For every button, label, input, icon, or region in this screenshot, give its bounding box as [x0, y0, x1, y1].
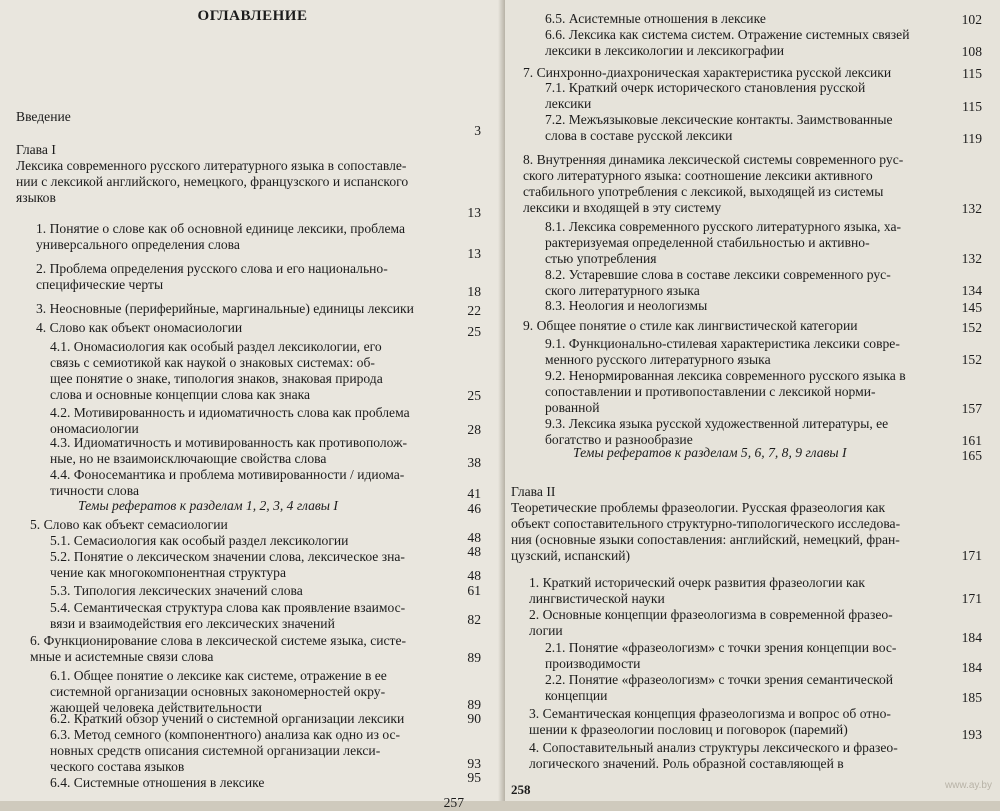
toc-entry: [36, 221, 476, 253]
toc-entry-line: Глава I: [16, 142, 56, 157]
toc-page-number: 89: [467, 697, 481, 712]
toc-entry-line: концепции: [545, 688, 608, 703]
toc-entry: [36, 301, 476, 317]
toc-entry-line: 1. Краткий исторический очерк развития фразеологии как: [529, 575, 866, 590]
toc-entry: [573, 445, 953, 461]
toc-entry: [545, 219, 955, 267]
toc-entry-line: лингвистической науки: [529, 591, 665, 606]
toc-entry-line: 5.2. Понятие о лексическом значении слова, лексическое зна-: [50, 549, 405, 564]
toc-page-number: 185: [961, 690, 982, 705]
toc-entry: [50, 467, 470, 499]
toc-page-number: 132: [961, 251, 982, 266]
toc-entry: [50, 435, 470, 467]
toc-entry-line: специфические черты: [36, 277, 164, 292]
toc-page-number: 90: [467, 711, 481, 726]
toc-entry: [545, 112, 955, 144]
toc-entry-line: 9.2. Ненормированная лексика современного русского языка в: [545, 368, 906, 383]
toc-entry: [50, 600, 470, 632]
toc-page-number: 48: [467, 544, 481, 559]
toc-entry-line: 6. Функционирование слова в лексической системе языка, систе-: [30, 633, 407, 648]
toc-entry-line: цузский, испанский): [511, 548, 631, 563]
toc-entry-line: 5.1. Семасиология как особый раздел лексикологии: [50, 533, 349, 548]
toc-entry-line: рованной: [545, 400, 600, 415]
toc-page-number: 95: [467, 770, 481, 785]
toc-entry-line: ческого состава языков: [50, 759, 185, 774]
toc-entry-line: 8. Внутренняя динамика лексической системы современного рус-: [523, 152, 904, 167]
toc-entry: [36, 261, 476, 293]
toc-entry: [50, 339, 470, 403]
toc-entry-line: производимости: [545, 656, 641, 671]
toc-entry-line: стью употребления: [545, 251, 657, 266]
toc-entry: [30, 517, 470, 533]
toc-entry-line: 7.1. Краткий очерк исторического становления русской: [545, 80, 866, 95]
toc-page-number: 25: [467, 388, 481, 403]
toc-entry-line: ные, но не взаимоисключающие свойства слова: [50, 451, 327, 466]
toc-entry: [523, 65, 943, 81]
toc-entry: [545, 11, 955, 27]
toc-entry-line: универсального определения слова: [36, 237, 240, 252]
toc-page-number: 152: [961, 320, 982, 335]
toc-page-number: 18: [467, 284, 481, 299]
toc-entry-line: 3. Неосновные (периферийные, маргинальные) единицы лексики: [36, 301, 414, 316]
toc-page-number: 157: [961, 401, 982, 416]
toc-page-number: 89: [467, 650, 481, 665]
toc-entry: [545, 640, 955, 672]
toc-entry-line: 2.2. Понятие «фразеологизм» с точки зрения семантической: [545, 672, 894, 687]
toc-entry-line: 4.2. Мотивированность и идиоматичность слова как проблема: [50, 405, 410, 420]
toc-page-number: 171: [961, 591, 982, 606]
toc-entry: [511, 484, 951, 500]
toc-page-number: 184: [961, 630, 982, 645]
toc-entry-line: 6.3. Метод семного (компонентного) анализа как одно из ос-: [50, 727, 401, 742]
toc-page-number: 145: [961, 300, 982, 315]
toc-entry-line: 7. Синхронно-диахроническая характеристика русской лексики: [523, 65, 892, 80]
toc-page-number: 193: [961, 727, 982, 742]
toc-page-number: 61: [467, 583, 481, 598]
toc-entry: [36, 320, 476, 336]
left-bottom-page-number: 257: [443, 795, 464, 810]
toc-entry-line: рактеризуемая определенной стабильностью и активно-: [545, 235, 870, 250]
toc-entry-line: 2.1. Понятие «фразеологизм» с точки зрения концепции вос-: [545, 640, 897, 655]
toc-entry-line: лексики: [545, 96, 592, 111]
toc-entry-line: 4. Слово как объект ономасиологии: [36, 320, 243, 335]
toc-entry-line: Теоретические проблемы фразеологии. Русская фразеология как: [511, 500, 886, 515]
toc-entry-line: ния (основные языки сопоставления: английский, немецкий, фран-: [511, 532, 900, 547]
toc-page-number: 46: [467, 501, 481, 516]
toc-page-number: 28: [467, 422, 481, 437]
toc-entry-line: слова в составе русской лексики: [545, 128, 733, 143]
toc-entry-line: 6.6. Лексика как система систем. Отражение системных связей: [545, 27, 910, 42]
toc-entry: [523, 152, 953, 216]
toc-page-number: 152: [961, 352, 982, 367]
toc-entry-line: чение как многокомпонентная структура: [50, 565, 286, 580]
toc-entry-line: жающей человека действительности: [50, 700, 262, 715]
toc-entry-line: 9.1. Функционально-стилевая характеристика лексики совре-: [545, 336, 900, 351]
toc-page-number: 108: [961, 44, 982, 59]
toc-entry-line: Темы рефератов к разделам 5, 6, 7, 8, 9 главы I: [573, 445, 847, 460]
toc-entry-line: 9. Общее понятие о стиле как лингвистической категории: [523, 318, 858, 333]
toc-entry: [529, 607, 949, 639]
toc-entry: [545, 336, 955, 368]
toc-page-number: 134: [961, 283, 982, 298]
toc-entry-line: тичности слова: [50, 483, 139, 498]
toc-page-number: 13: [467, 205, 481, 220]
toc-entry: [50, 405, 470, 437]
toc-page-number: 3: [474, 123, 481, 138]
toc-entry-line: 5. Слово как объект семасиологии: [30, 517, 228, 532]
toc-entry-line: 6.1. Общее понятие о лексике как системе, отражение в ее: [50, 668, 387, 683]
toc-entry-line: 7.2. Межъязыковые лексические контакты. Заимствованные: [545, 112, 893, 127]
toc-entry-line: 6.5. Асистемные отношения в лексике: [545, 11, 766, 26]
toc-page-number: 48: [467, 530, 481, 545]
toc-page-number: 132: [961, 201, 982, 216]
toc-entry: [529, 706, 949, 738]
toc-page-number: 161: [961, 433, 982, 448]
toc-entry-line: 4. Сопоставительный анализ структуры лексического и фразео-: [529, 740, 898, 755]
toc-entry: [511, 500, 951, 564]
toc-entry-line: новных средств описания системной организации лекси-: [50, 743, 381, 758]
toc-entry-line: логического значений. Роль образной составляющей в: [529, 756, 844, 771]
toc-page-number: 102: [961, 12, 982, 27]
toc-entry-line: 2. Проблема определения русского слова и его национально-: [36, 261, 388, 276]
toc-entry-line: логии: [529, 623, 563, 638]
toc-entry-line: лексики в лексикологии и лексикографии: [545, 43, 785, 58]
toc-entry: [545, 27, 955, 59]
right-page: [505, 0, 1000, 801]
toc-page-number: 93: [467, 756, 481, 771]
toc-entry-line: 4.1. Ономасиология как особый раздел лексикологии, его: [50, 339, 382, 354]
toc-entry-line: языков: [16, 190, 56, 205]
toc-entry-line: сопоставлении и противопоставлении с лексикой норми-: [545, 384, 876, 399]
toc-page-number: 119: [962, 131, 982, 146]
toc-entry-line: Введение: [16, 109, 71, 124]
toc-entry-line: 8.2. Устаревшие слова в составе лексики современного рус-: [545, 267, 891, 282]
toc-entry: [50, 711, 470, 727]
toc-page-number: 82: [467, 612, 481, 627]
toc-entry-line: 5.4. Семантическая структура слова как проявление взаимос-: [50, 600, 406, 615]
toc-page-number: 171: [961, 548, 982, 563]
toc-entry-line: связь с семиотикой как наукой о знаковых системах: об-: [50, 355, 375, 370]
toc-page-number: 184: [961, 660, 982, 675]
toc-entry-line: ского литературного языка: соотношение лексики активного: [523, 168, 873, 183]
toc-entry: [30, 633, 470, 665]
toc-page-number: 48: [467, 568, 481, 583]
toc-entry-line: ского литературного языка: [545, 283, 700, 298]
toc-entry: [50, 775, 470, 791]
toc-entry: [50, 549, 470, 581]
toc-page-number: 13: [467, 246, 481, 261]
toc-entry: [545, 672, 955, 704]
toc-entry: [50, 533, 470, 549]
toc-entry-line: 9.3. Лексика языка русской художественной литературы, ее: [545, 416, 889, 431]
toc-page-number: 41: [467, 486, 481, 501]
toc-entry-line: объект сопоставительного структурно-типологического исследова-: [511, 516, 901, 531]
toc-entry-line: Темы рефератов к разделам 1, 2, 3, 4 главы I: [78, 498, 338, 513]
toc-entry-line: Глава II: [511, 484, 556, 499]
toc-entry: [16, 158, 476, 206]
toc-entry-line: 6.4. Системные отношения в лексике: [50, 775, 265, 790]
toc-page-number: 25: [467, 324, 481, 339]
toc-entry-line: 5.3. Типология лексических значений слова: [50, 583, 303, 598]
page-title: ОГЛАВЛЕНИЕ: [197, 8, 308, 24]
toc-entry-line: слова и основные концепции слова как знака: [50, 387, 311, 402]
toc-entry-line: 4.3. Идиоматичность и мотивированность как противополож-: [50, 435, 408, 450]
page-folio: 258: [511, 782, 531, 797]
toc-entry-line: Лексика современного русского литературного языка в сопоставле-: [16, 158, 407, 173]
toc-entry: [16, 142, 456, 158]
toc-entry: [545, 80, 955, 112]
toc-entry: [78, 498, 428, 514]
toc-entry: [16, 109, 476, 125]
toc-entry-line: 6.2. Краткий обзор учений о системной организации лексики: [50, 711, 405, 726]
toc-entry-line: 8.1. Лексика современного русского литературного языка, ха-: [545, 219, 902, 234]
toc-entry-line: 2. Основные концепции фразеологизма в современной фразео-: [529, 607, 893, 622]
toc-entry-line: 3. Семантическая концепция фразеологизма и вопрос об отно-: [529, 706, 891, 721]
toc-entry-line: шении к фразеологии пословиц и поговорок (паремий): [529, 722, 848, 737]
toc-entry: [545, 267, 955, 299]
toc-entry: [50, 727, 470, 775]
toc-entry-line: менного русского литературного языка: [545, 352, 771, 367]
toc-entry-line: 1. Понятие о слове как об основной единице лексики, проблема: [36, 221, 406, 236]
toc-page-number: 165: [961, 448, 982, 463]
toc-entry: [50, 668, 470, 716]
toc-entry: [545, 298, 955, 314]
toc-entry-line: нии с лексикой английского, немецкого, французского и испанского: [16, 174, 409, 189]
toc-entry: [545, 368, 955, 416]
toc-entry-line: щее понятие о знаке, типология знаков, знаковая природа: [50, 371, 383, 386]
toc-page-number: 115: [962, 99, 982, 114]
toc-entry: [50, 583, 470, 599]
toc-page-number: 115: [962, 66, 982, 81]
toc-entry-line: 8.3. Неология и неологизмы: [545, 298, 708, 313]
toc-entry-line: богатство и разнообразие: [545, 432, 693, 447]
toc-entry-line: ономасиологии: [50, 421, 139, 436]
toc-entry-line: лексики и входящей в эту систему: [523, 200, 722, 215]
toc-page-number: 38: [467, 455, 481, 470]
watermark-text: www.ay.by: [944, 780, 992, 791]
toc-entry-line: мные и асистемные связи слова: [30, 649, 214, 664]
toc-entry-line: стабильного употребления с лексикой, выходящей из системы: [523, 184, 884, 199]
toc-entry-line: 4.4. Фоносемантика и проблема мотивированности / идиома-: [50, 467, 405, 482]
toc-entry: [529, 740, 949, 772]
toc-entry-line: системной организации основных закономерностей окру-: [50, 684, 386, 699]
toc-entry: [545, 416, 955, 448]
toc-page-number: 22: [467, 303, 481, 318]
toc-entry: [523, 318, 953, 334]
toc-entry: [529, 575, 949, 607]
toc-entry-line: вязи и взаимодействия его лексических значений: [50, 616, 335, 631]
